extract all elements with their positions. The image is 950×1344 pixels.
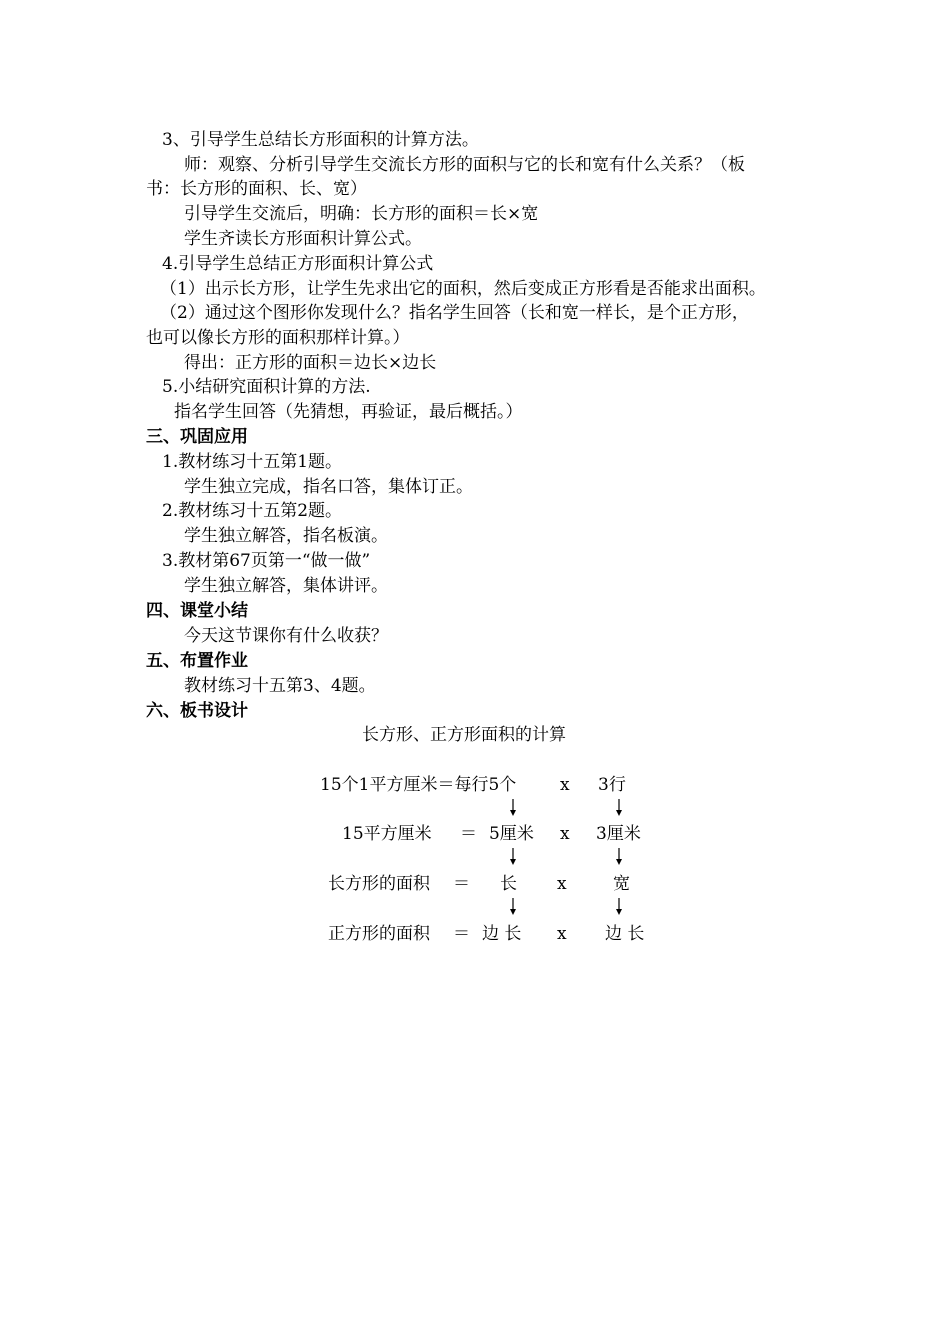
homework-item: 教材练习十五第3、4题。 — [184, 676, 376, 696]
read-formula-line: 学生齐读长方形面积计算公式。 — [184, 229, 422, 249]
down-arrow-icon — [614, 799, 624, 817]
board-row3-right: 宽 — [613, 874, 630, 894]
board-row3-mid: 长 — [500, 874, 517, 894]
board-row2-right: 3厘米 — [596, 824, 641, 844]
exercise-2: 2.教材练习十五第2题。 — [162, 501, 343, 521]
summary-question: 今天这节课你有什么收获？ — [184, 626, 388, 646]
step-4-item-1: （1）出示长方形，让学生先求出它的面积，然后变成正方形看是否能求出面积。 — [160, 279, 766, 299]
down-arrow-icon — [614, 898, 624, 916]
teacher-question-line-1: 师：观察、分析引导学生交流长方形的面积与它的长和宽有什么关系？（板 — [184, 155, 745, 175]
board-row2-times: x — [560, 824, 570, 844]
exercise-1-note: 学生独立完成，指名口答，集体订正。 — [184, 477, 473, 497]
board-row1-times: x — [560, 775, 570, 795]
board-title: 长方形、正方形面积的计算 — [362, 725, 566, 745]
step-4-item-2-line-2: 也可以像长方形的面积那样计算。） — [146, 328, 410, 348]
section-board-design-heading: 六、板书设计 — [146, 701, 248, 721]
step-5-answer: 指名学生回答（先猜想，再验证，最后概括。） — [174, 402, 523, 422]
exercise-3: 3.教材第67页第一“做一做” — [162, 551, 371, 571]
board-row4-times: x — [557, 924, 567, 944]
board-row2-left: 15平方厘米 — [342, 824, 432, 844]
down-arrow-icon — [508, 898, 518, 916]
section-consolidation-heading: 三、巩固应用 — [146, 427, 248, 447]
board-row4-eq: ＝ — [453, 924, 470, 944]
down-arrow-icon — [508, 848, 518, 866]
down-arrow-icon — [508, 799, 518, 817]
board-row1-left: 15个1平方厘米＝每行5个 — [320, 775, 517, 795]
board-row2-eq: ＝ — [460, 824, 477, 844]
square-formula-line: 得出：正方形的面积＝边长×边长 — [184, 353, 437, 373]
board-row3-eq: ＝ — [453, 874, 470, 894]
board-row4-right: 边 长 — [605, 924, 645, 944]
step-4-item-2-line-1: （2）通过这个图形你发现什么？指名学生回答（长和宽一样长，是个正方形， — [160, 303, 749, 323]
section-homework-heading: 五、布置作业 — [146, 651, 248, 671]
section-summary-heading: 四、课堂小结 — [146, 601, 248, 621]
exercise-2-note: 学生独立解答，指名板演。 — [184, 526, 388, 546]
step-5-heading: 5.小结研究面积计算的方法. — [162, 377, 371, 397]
board-row3-times: x — [557, 874, 567, 894]
board-row4-left: 正方形的面积 — [328, 924, 430, 944]
step-4-heading: 4.引导学生总结正方形面积计算公式 — [162, 254, 434, 274]
step-3-heading: 3、引导学生总结长方形面积的计算方法。 — [162, 130, 479, 150]
exercise-3-note: 学生独立解答，集体讲评。 — [184, 576, 388, 596]
board-row4-mid: 边 长 — [482, 924, 522, 944]
teacher-question-line-2: 书：长方形的面积、长、宽） — [146, 179, 367, 199]
board-row3-left: 长方形的面积 — [328, 874, 430, 894]
board-row2-mid: 5厘米 — [489, 824, 534, 844]
exercise-1: 1.教材练习十五第1题。 — [162, 452, 343, 472]
rectangle-formula-line: 引导学生交流后，明确：长方形的面积＝长×宽 — [184, 204, 539, 224]
board-row1-right: 3行 — [598, 775, 626, 795]
down-arrow-icon — [614, 848, 624, 866]
